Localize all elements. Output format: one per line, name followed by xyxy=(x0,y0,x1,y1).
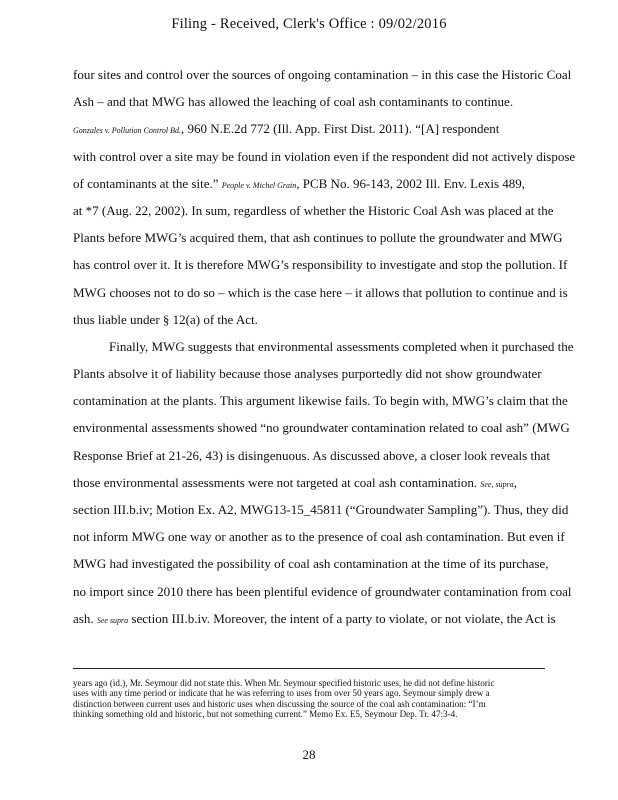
footnote-line: thinking something old and historic, but not something current.” Memo Ex. E5, Seymour Dep. Tr. 47:3-4. xyxy=(73,709,458,720)
footnote-divider xyxy=(73,668,545,669)
body-line: not inform MWG one way or another as to the presence of coal ash contamination. But even if xyxy=(73,529,565,545)
body-line: with control over a site may be found in violation even if the respondent did not actively dispose xyxy=(73,148,576,164)
page-number: 28 xyxy=(302,747,316,762)
body-line xyxy=(73,122,571,136)
body-text: , PCB No. 96-143, 2002 Ill. Env. Lexis 489, xyxy=(296,175,526,191)
footnote-line: years ago (id.), Mr. Seymour did not state this. When Mr. Seymour specified historic uses, he did not define historic xyxy=(73,678,495,688)
body-text: , 960 N.E.2d 772 (Ill. App. First Dist. 2011). “[A] respondent xyxy=(181,121,500,137)
body-text: ash. xyxy=(73,610,97,626)
document-body xyxy=(73,67,576,639)
body-line: Plants before MWG’s acquired them, that ash continues to pollute the groundwater and MWG xyxy=(73,230,563,246)
footnote xyxy=(73,678,553,720)
body-text: , xyxy=(513,474,517,490)
body-line: has control over it. It is therefore MWG’s responsibility to investigate and stop the pollution. If xyxy=(73,257,568,273)
body-line: environmental assessments showed “no groundwater contamination related to coal ash” (MWG xyxy=(73,420,570,436)
body-text: those environmental assessments were not targeted at coal ash contamination. xyxy=(73,474,481,490)
body-line: section III.b.iv; Motion Ex. A2, MWG13-15_45811 (“Groundwater Sampling”). Thus, they did xyxy=(73,502,569,517)
body-line: Response Brief at 21-26, 43) is disingenuous. As discussed above, a closer look reveals that xyxy=(73,447,550,463)
body-line: Plants absolve it of liability because those analyses purportedly did not show groundwater xyxy=(73,366,542,382)
body-line: MWG chooses not to do so – which is the case here – it allows that pollution to continue and is xyxy=(73,284,568,300)
body-line: contamination at the plants. This argument likewise fails. To begin with, MWG’s claim that the xyxy=(73,393,568,409)
footnote-line: distinction between current uses and historic uses when discussing the source of the coal ash contamination: “I’m xyxy=(73,698,486,709)
body-line: four sites and control over the sources of ongoing contamination – in this case the Historic Coal xyxy=(73,67,572,82)
body-line xyxy=(73,612,571,626)
body-text: section III.b.iv. Moreover, the intent of a party to violate, or not violate, the Act is xyxy=(128,610,556,626)
case-citation: Gonzales v. Pollution Control Bd. xyxy=(73,126,181,136)
signal-citation: See supra xyxy=(96,615,129,625)
body-line: no import since 2010 there has been plentiful evidence of groundwater contamination from coal xyxy=(73,583,572,599)
body-text: of contaminants at the site.” xyxy=(73,175,222,191)
paragraph-start-line: Finally, MWG suggests that environmental assessments completed when it purchased the xyxy=(109,338,574,354)
body-line: thus liable under § 12(a) of the Act. xyxy=(73,311,258,327)
footnote-line: uses with any time period or indicate that he was referring to uses from over 50 years ago. Seymour simply drew a xyxy=(73,688,490,699)
filing-header: Filing - Received, Clerk's Office : 09/02/2016 xyxy=(171,16,447,32)
case-citation: People v. Michel Grain xyxy=(221,180,297,190)
signal-citation: See, supra xyxy=(480,479,514,489)
body-line: MWG had investigated the possibility of coal ash contamination at the time of its purchase, xyxy=(73,556,549,572)
body-line: Ash – and that MWG has allowed the leaching of coal ash contaminants to continue. xyxy=(73,94,514,110)
body-line xyxy=(73,177,571,191)
body-line xyxy=(73,476,571,490)
body-line: at *7 (Aug. 22, 2002). In sum, regardless of whether the Historic Coal Ash was placed at the xyxy=(73,202,554,218)
